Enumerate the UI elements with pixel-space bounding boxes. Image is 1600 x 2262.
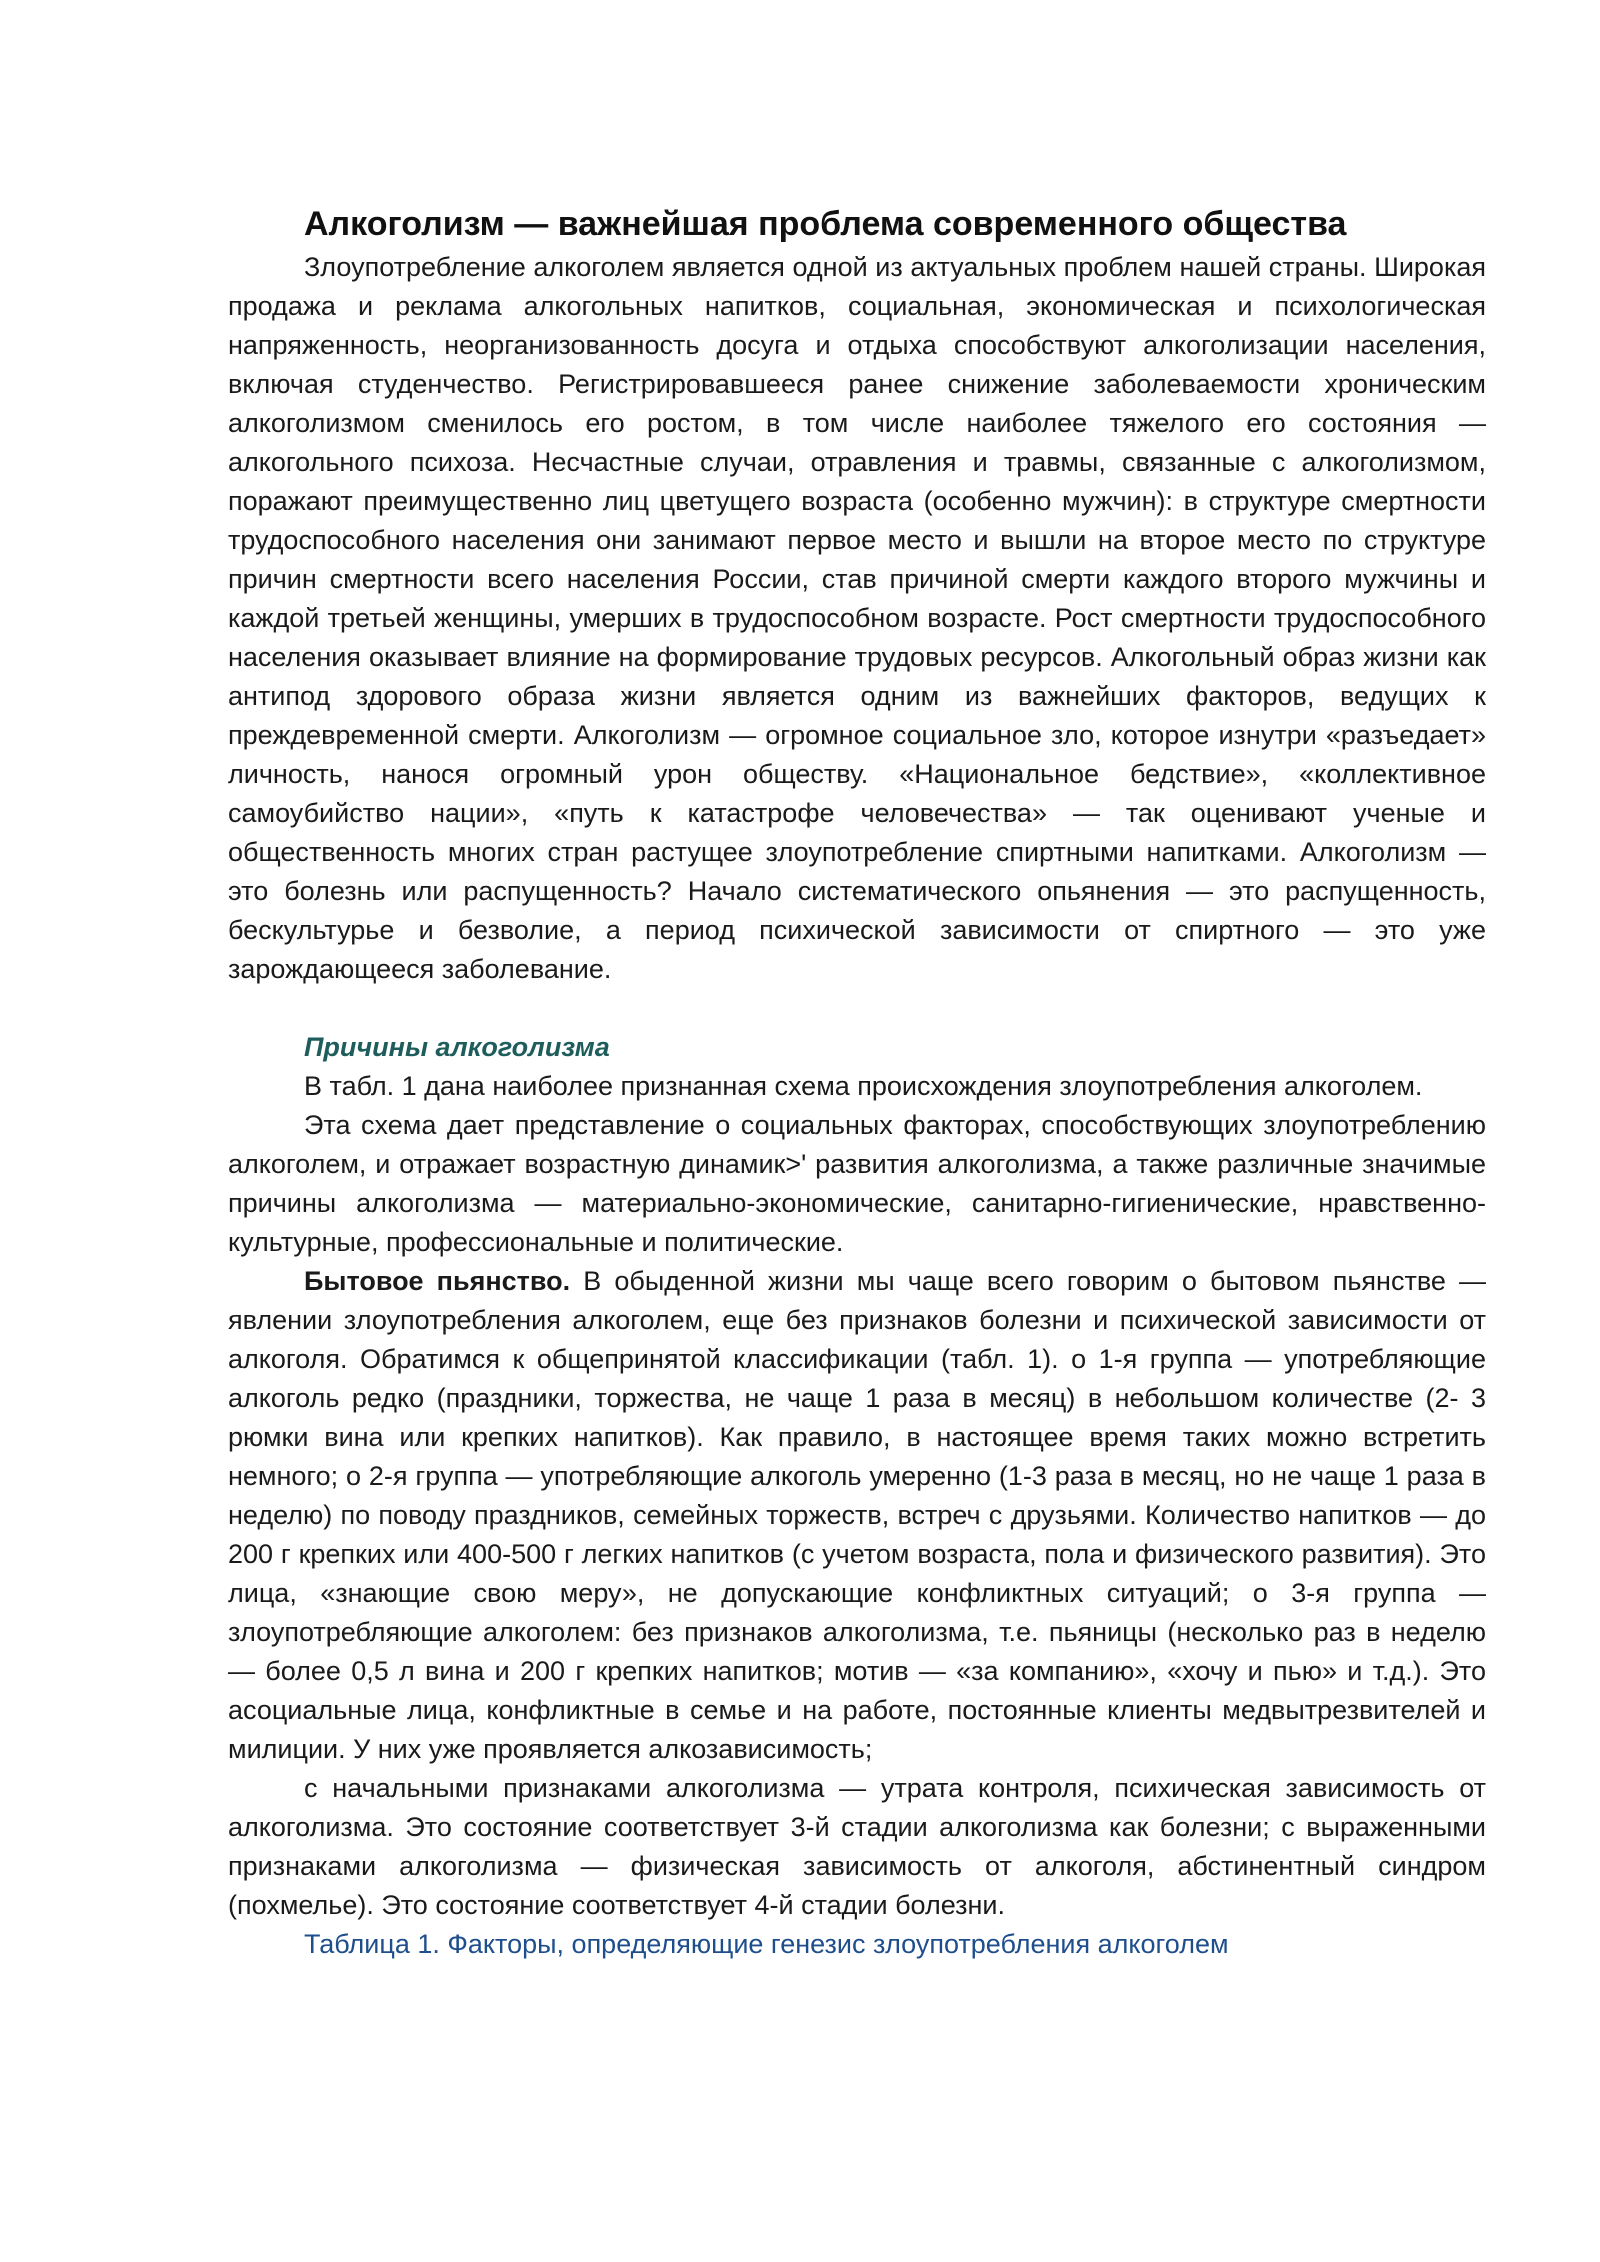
household-drinking-body: В обыденной жизни мы чаще всего говорим о бытовом пьянстве — явлении злоупотребления алкоголем, еще без признаков болезни и психической зависимости от алкоголя. Обратимся к общепринятой классификации (табл. 1). о 1-я группа — употребляющие алкоголь редко (праздники, торжества, не чаще 1 раза в месяц) в небольшом количестве (2- 3 рюмки вина или крепких напитков). Как правило, в настоящее время таких можно встретить немного; о 2-я группа — употребляющие алкоголь умеренно (1-3 раза в месяц, но не чаще 1 раза в неделю) по поводу праздников, семейных торжеств, встреч с друзьями. Количество напитков — до 200 г крепких или 400-500 г легких напитков (с учетом возраста, пола и физического развития). Это лица, «знающие свою меру», не допускающие конфликтных ситуаций; о 3-я группа — злоупотребляющие алкоголем: без признаков алкоголизма, т.е. пьяницы (несколько раз в неделю — более 0,5 л вина и 200 г крепких напитков; мотив — «за компанию», «хочу и пью» и т.д.). Это асоциальные лица, конфликтные в семье и на работе, постоянные клиенты медвытрезвителей и милиции. У них уже проявляется алкозависимость;	[228, 1266, 1486, 1764]
causes-paragraph-1: В табл. 1 дана наиболее признанная схема происхождения злоупотребления алкоголем.	[304, 1071, 1423, 1101]
document-page	[228, 200, 1486, 1964]
causes-heading: Причины алкоголизма	[304, 1032, 610, 1062]
section-gap	[228, 989, 1486, 1028]
intro-paragraph: Злоупотребление алкоголем является одной из актуальных проблем нашей страны. Широкая продажа и реклама алкогольных напитков, социальная, экономическая и психологическая напряженность, неорганизованность досуга и отдыха способствуют алкоголизации населения, включая студенчество. Регистрировавшееся ранее снижение заболеваемости хроническим алкоголизмом сменилось его ростом, в том числе наиболее тяжелого его состояния — алкогольного психоза. Несчастные случаи, отравления и травмы, связанные с алкоголизмом, поражают преимущественно лиц цветущего возраста (особенно мужчин): в структуре смертности трудоспособного населения они занимают первое место и вышли на второе место по структуре причин смертности всего населения России, став причиной смерти каждого второго мужчины и каждой третьей женщины, умерших в трудоспособном возрасте. Рост смертности трудоспособного населения оказывает влияние на формирование трудовых ресурсов. Алкогольный образ жизни как антипод здорового образа жизни является одним из важнейших факторов, ведущих к преждевременной смерти. Алкоголизм — огромное социальное зло, которое изнутри «разъедает» личность, нанося огромный урон обществу. «Национальное бедствие», «коллективное самоубийство нации», «путь к катастрофе человечества» — так оценивают ученые и общественность многих стран растущее злоупотребление спиртными напитками. Алкоголизм — это болезнь или распущенность? Начало систематического опьянения — это распущенность, бескультурье и безволие, а период психической зависимости от спиртного — это уже зарождающееся заболевание.	[228, 252, 1486, 984]
stages-paragraph: с начальными признаками алкоголизма — утрата контроля, психическая зависимость от алкоголизма. Это состояние соответствует 3-й стадии алкоголизма как болезни; с выраженными признаками алкоголизма — физическая зависимость от алкоголя, абстинентный синдром (похмелье). Это состояние соответствует 4-й стадии болезни.	[228, 1773, 1486, 1920]
household-drinking-paragraph	[228, 1262, 1486, 1769]
table-caption: Таблица 1. Факторы, определяющие генезис злоупотребления алкоголем	[304, 1929, 1229, 1959]
document-title: Алкоголизм — важнейшая проблема современного общества	[304, 205, 1347, 243]
household-drinking-lead: Бытовое пьянство.	[304, 1266, 571, 1296]
causes-paragraph-2: Эта схема дает представление о социальных факторах, способствующих злоупотреблению алкоголем, и отражает возрастную динамик>' развития алкоголизма, а также различные значимые причины алкоголизма — материально-экономические, санитарно-гигиенические, нравственно-культурные, профессиональные и политические.	[228, 1110, 1486, 1257]
